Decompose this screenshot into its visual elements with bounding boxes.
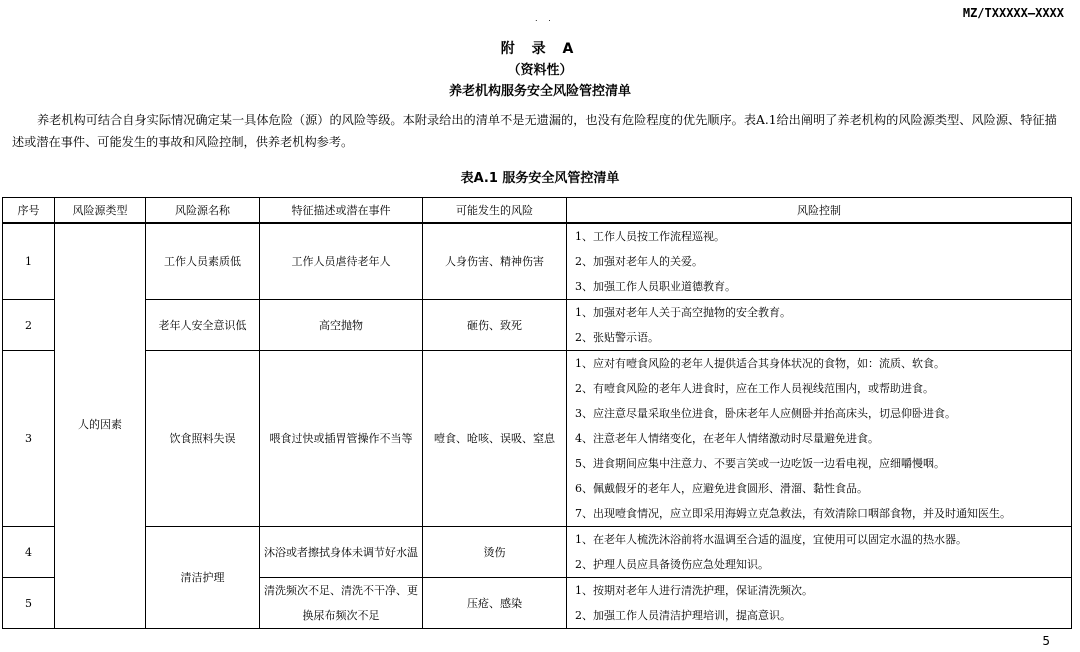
- risk-control-table: [2, 197, 1072, 629]
- control-line: 1、加强对老年人关于高空抛物的安全教育。: [575, 306, 791, 319]
- control-line: 2、护理人员应具备烫伤应急处理知识。: [575, 558, 769, 571]
- control-cell: [567, 300, 1072, 351]
- feature-cell: 高空抛物: [260, 300, 423, 351]
- feature-cell: 沐浴或者擦拭身体未调节好水温: [260, 527, 423, 578]
- header-control: 风险控制: [567, 198, 1072, 224]
- risk-cell: 噎食、呛咳、误吸、窒息: [423, 351, 567, 527]
- header-source-type: 风险源类型: [55, 198, 146, 224]
- control-line: 6、佩戴假牙的老年人，应避免进食圆形、滑溜、黏性食品。: [575, 482, 868, 495]
- control-line: 2、有噎食风险的老年人进食时，应在工作人员视线范围内，或帮助进食。: [575, 382, 934, 395]
- feature-cell: 喂食过快或插胃管操作不当等: [260, 351, 423, 527]
- appendix-name: 养老机构服务安全风险管控清单: [448, 84, 631, 99]
- table-title: 表A.1 服务安全风管控清单: [460, 171, 620, 186]
- document-code: MZ/TXXXXX—XXXX: [962, 6, 1064, 20]
- risk-cell: 烫伤: [423, 527, 567, 578]
- row-no: 5: [3, 578, 55, 629]
- row-no: 3: [3, 351, 55, 527]
- row-no: 1: [3, 223, 55, 300]
- control-line: 4、注意老年人情绪变化，在老年人情绪激动时尽量避免进食。: [575, 432, 879, 445]
- source-name-cell: 清洁护理: [146, 527, 260, 629]
- table-row: [3, 527, 1072, 578]
- control-line: 3、加强工作人员职业道德教育。: [575, 280, 736, 293]
- appendix-type: （资料性）: [507, 63, 573, 78]
- header-no: 序号: [3, 198, 55, 224]
- control-line: 2、加强对老年人的关爱。: [575, 255, 703, 268]
- control-line: 2、张贴警示语。: [575, 331, 659, 344]
- header-source-name: 风险源名称: [146, 198, 260, 224]
- header-dots: . .: [535, 14, 555, 23]
- table-header-row: [3, 198, 1072, 224]
- source-name-cell: 老年人安全意识低: [146, 300, 260, 351]
- header-feature: 特征描述或潜在事件: [260, 198, 423, 224]
- source-type-cell: 人的因素: [55, 223, 146, 629]
- feature-cell: 工作人员虐待老年人: [260, 223, 423, 300]
- risk-cell: 砸伤、致死: [423, 300, 567, 351]
- appendix-title: 附 录 A: [500, 41, 580, 57]
- risk-cell: 人身伤害、精神伤害: [423, 223, 567, 300]
- source-name-cell: 饮食照料失误: [146, 351, 260, 527]
- control-cell: [567, 578, 1072, 629]
- control-cell: [567, 223, 1072, 300]
- risk-cell: 压疮、感染: [423, 578, 567, 629]
- control-line: 1、在老年人梳洗沐浴前将水温调至合适的温度，宜使用可以固定水温的热水器。: [575, 533, 967, 546]
- table-row: [3, 223, 1072, 300]
- control-line: 1、应对有噎食风险的老年人提供适合其身体状况的食物，如：流质、软食。: [575, 357, 945, 370]
- control-line: 1、工作人员按工作流程巡视。: [575, 230, 725, 243]
- header-risk: 可能发生的风险: [423, 198, 567, 224]
- control-cell: [567, 527, 1072, 578]
- row-no: 2: [3, 300, 55, 351]
- table-row: [3, 351, 1072, 527]
- source-name-cell: 工作人员素质低: [146, 223, 260, 300]
- page-number: 5: [1042, 634, 1050, 648]
- control-cell: [567, 351, 1072, 527]
- table-row: [3, 300, 1072, 351]
- control-line: 3、应注意尽量采取坐位进食，卧床老年人应侧卧并抬高床头，切忌仰卧进食。: [575, 407, 956, 420]
- intro-paragraph: 养老机构可结合自身实际情况确定某一具体危险（源）的风险等级。本附录给出的清单不是无遗漏的，也没有危险程度的优先顺序。表A.1给出阐明了养老机构的风险源类型、风险源、特征描述或潜在事件、可能发生的事故和风险控制，供养老机构参考。: [12, 113, 1057, 149]
- feature-cell: 清洗频次不足、清洗不干净、更换尿布频次不足: [260, 578, 423, 629]
- control-line: 5、进食期间应集中注意力、不要言笑或一边吃饭一边看电视，应细嚼慢咽。: [575, 457, 945, 470]
- control-line: 7、出现噎食情况，应立即采用海姆立克急救法，有效清除口咽部食物，并及时通知医生。: [575, 507, 1011, 520]
- control-line: 1、按期对老年人进行清洗护理，保证清洗频次。: [575, 584, 813, 597]
- control-line: 2、加强工作人员清洁护理培训，提高意识。: [575, 609, 791, 622]
- row-no: 4: [3, 527, 55, 578]
